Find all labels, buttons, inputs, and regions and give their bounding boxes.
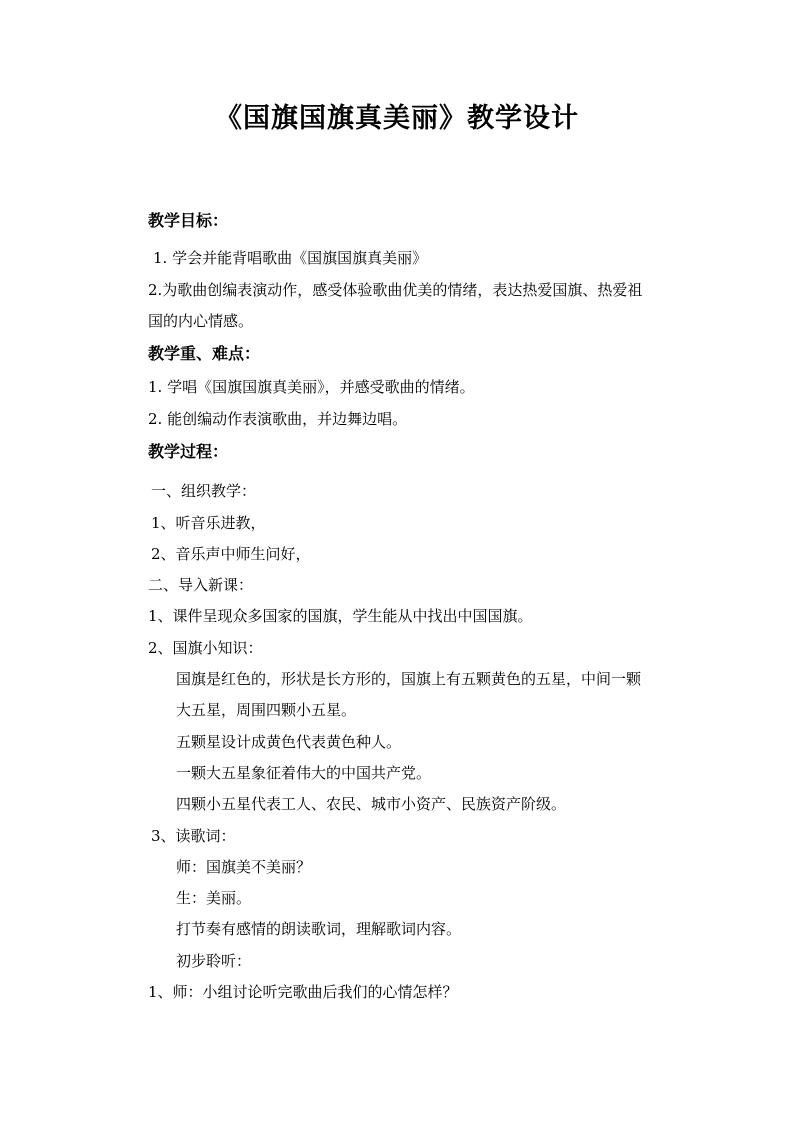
process-line: 四颗小五星代表工人、农民、城市小资产、民族资产阶级。 (176, 795, 567, 813)
process-section-1: 一、组织教学： (151, 482, 257, 500)
process-heading: 教学过程： (148, 442, 229, 461)
goals-heading: 教学目标： (148, 211, 229, 230)
process-line: 五颗星设计成黄色代表黄色种人。 (176, 733, 402, 751)
key-point-2: 2. 能创编动作表演歌曲，并边舞边唱。 (148, 410, 408, 428)
process-line: 大五星，周围四颗小五星。 (176, 701, 357, 719)
goal-item-2: 2.为歌曲创编表演动作，感受体验歌曲优美的情绪，表达热爱国旗、热爱祖 (148, 281, 643, 299)
process-line: 初步聆听： (176, 952, 252, 970)
process-section-2: 二、导入新课： (148, 576, 254, 594)
process-line: 1、听音乐进教， (151, 514, 266, 532)
process-line: 师：国旗美不美丽？ (176, 858, 312, 876)
process-line: 打节奏有感情的朗读歌词，理解歌词内容。 (176, 920, 462, 938)
process-line: 一颗大五星象征着伟大的中国共产党。 (176, 764, 432, 782)
goal-item-1: 1. 学会并能背唱歌曲《国旗国旗真美丽》 (153, 249, 428, 267)
process-line: 1、师：小组讨论听完歌曲后我们的心情怎样？ (148, 983, 458, 1001)
process-line: 2、国旗小知识： (148, 639, 263, 657)
process-line: 3、读歌词： (151, 827, 236, 845)
process-line: 1、课件呈现众多国家的国旗，学生能从中找出中国国旗。 (148, 607, 533, 625)
key-point-1: 1. 学唱《国旗国旗真美丽》，并感受歌曲的情绪。 (148, 378, 475, 396)
key-points-heading: 教学重、难点： (148, 344, 261, 363)
process-line: 生：美丽。 (176, 889, 252, 907)
document-title: 《国旗国旗真美丽》教学设计 (215, 103, 579, 134)
process-line: 国旗是红色的，形状是长方形的，国旗上有五颗黄色的五星，中间一颗 (176, 670, 642, 688)
process-line: 2、音乐声中师生问好， (151, 545, 311, 563)
goal-item-2-continued: 国的内心情感。 (148, 312, 254, 330)
